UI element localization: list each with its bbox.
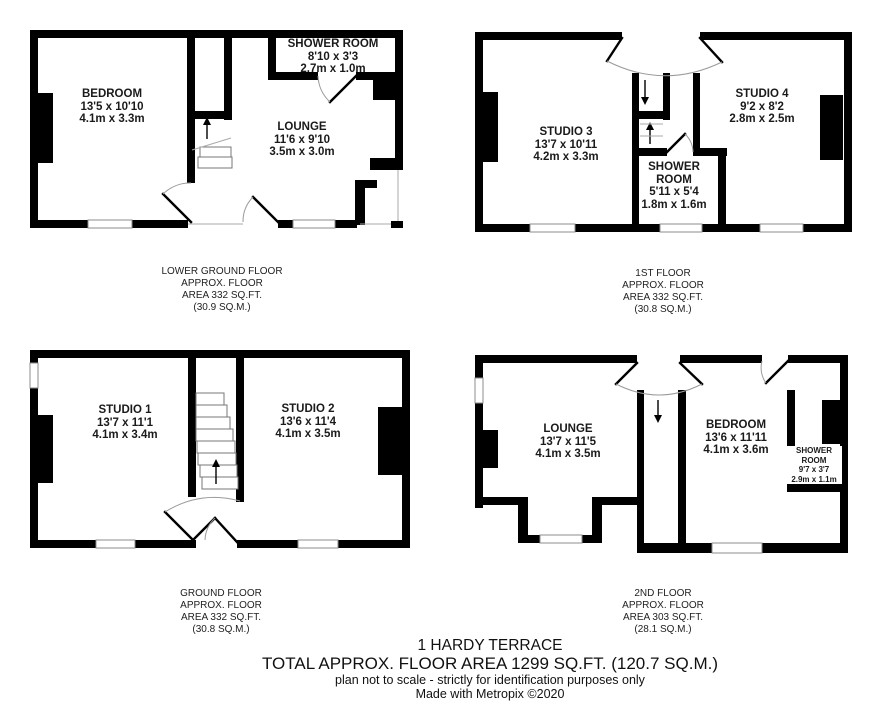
room-name: STUDIO 1 — [98, 404, 152, 416]
caption-line: (30.9 SQ.M.) — [193, 302, 251, 313]
room-dims-metric: 4.1m x 3.6m — [703, 444, 769, 456]
room-dims-metric: 2.8m x 2.5m — [729, 113, 795, 125]
room-dims-imperial: 13'6 x 11'4 — [280, 415, 336, 428]
room-dims-metric: 1.8m x 1.6m — [641, 198, 707, 211]
caption-line: (30.8 SQ.M.) — [634, 304, 692, 315]
caption-line: GROUND FLOOR — [180, 588, 262, 599]
room-dims-imperial: 13'7 x 10'11 — [534, 138, 598, 151]
stairs-down-arrow — [654, 415, 662, 423]
entry-doors — [616, 363, 702, 395]
room-label-shower-lower-ground — [288, 38, 379, 76]
caption-ground — [180, 588, 262, 636]
caption-line: APPROX. FLOOR — [622, 280, 704, 291]
room-dims-metric: 4.1m x 3.5m — [275, 428, 341, 440]
caption-line: (28.1 SQ.M.) — [634, 624, 692, 635]
stairs-down-arrow — [641, 97, 649, 105]
caption-line: APPROX. FLOOR — [181, 278, 263, 289]
caption-second — [622, 588, 704, 636]
room-dims-metric: 2.9m x 1.1m — [791, 474, 837, 484]
caption-lower-ground — [161, 266, 282, 314]
windows — [530, 224, 803, 232]
floor-plan-ground — [30, 350, 410, 548]
total-floor-area: TOTAL APPROX. FLOOR AREA 1299 SQ.FT. (120.7 SQ.M.) — [261, 654, 718, 673]
credit-text: Made with Metropix ©2020 — [415, 687, 565, 701]
entry-doors — [165, 497, 240, 542]
room-dims-imperial: 13'7 x 11'1 — [97, 416, 153, 429]
chimney-breast — [38, 415, 53, 483]
caption-first — [622, 268, 704, 316]
room-label-shower-first — [641, 161, 707, 211]
caption-line: APPROX. FLOOR — [622, 600, 704, 611]
stairs-up-arrow — [646, 122, 654, 130]
room-label-bedroom-second — [703, 419, 768, 457]
room-name: SHOWER ROOM — [796, 446, 832, 465]
room-name: BEDROOM — [705, 419, 767, 431]
staircase — [196, 393, 238, 489]
caption-line: AREA 303 SQ.FT. — [622, 612, 704, 623]
room-label-studio4-first — [729, 88, 794, 126]
room-dims-imperial: 9'2 x 8'2 — [740, 100, 784, 113]
room-name: STUDIO 2 — [281, 403, 335, 415]
room-name: STUDIO 4 — [735, 88, 789, 100]
room-dims-imperial: 13'7 x 11'5 — [540, 435, 596, 448]
room-name: LOUNGE — [277, 121, 327, 133]
room-label-lounge-lower-ground — [269, 121, 334, 159]
room-dims-metric: 2.7m x 1.0m — [300, 63, 366, 75]
chimney-breast — [483, 92, 498, 162]
stairs-direction — [654, 400, 662, 423]
chimney-breast — [820, 95, 843, 160]
room-dims-metric: 4.2m x 3.3m — [533, 151, 599, 163]
chimney-breast — [38, 93, 53, 163]
room-label-shower-second — [786, 446, 842, 484]
room-dims-imperial: 5'11 x 5'4 — [649, 186, 699, 198]
room-name: LOUNGE — [543, 423, 593, 435]
caption-line: 2ND FLOOR — [634, 588, 692, 599]
room-name: BEDROOM — [81, 88, 143, 100]
room-dims-imperial: 9'7 x 3'7 — [798, 465, 830, 474]
caption-line: AREA 332 SQ.FT. — [181, 290, 263, 301]
room-dims-imperial: 8'10 x 3'3 — [307, 50, 359, 63]
room-label-studio2-ground — [275, 403, 340, 441]
property-address: 1 HARDY TERRACE — [417, 637, 563, 654]
disclaimer-text: plan not to scale - strictly for identification purposes only — [335, 673, 645, 687]
caption-line: APPROX. FLOOR — [180, 600, 262, 611]
caption-line: 1ST FLOOR — [635, 268, 691, 279]
room-dims-metric: 4.1m x 3.5m — [535, 448, 601, 460]
room-dims-metric: 4.1m x 3.3m — [79, 113, 145, 125]
room-dims-imperial: 13'5 x 10'10 — [80, 100, 144, 113]
entry-doors — [607, 38, 722, 76]
caption-line: AREA 332 SQ.FT. — [622, 292, 704, 303]
room-name: SHOWER ROOM — [648, 161, 700, 186]
caption-line: (30.8 SQ.M.) — [192, 624, 250, 635]
room-name: SHOWER ROOM — [287, 38, 379, 50]
caption-line: LOWER GROUND FLOOR — [161, 266, 283, 277]
room-dims-imperial: 11'6 x 9'10 — [274, 133, 330, 146]
room-dims-metric: 4.1m x 3.4m — [92, 429, 158, 441]
room-dims-imperial: 13'6 x 11'11 — [705, 431, 767, 444]
chimney-breast — [483, 430, 498, 468]
staircase — [192, 117, 232, 168]
bedroom-door — [761, 361, 788, 383]
room-label-studio1-ground — [92, 404, 157, 442]
shower-door — [667, 134, 693, 152]
caption-line: AREA 332 SQ.FT. — [180, 612, 262, 623]
room-label-bedroom-lower-ground — [79, 88, 144, 126]
windows — [30, 363, 341, 548]
chimney-breast — [378, 407, 402, 475]
room-label-studio3-first — [533, 126, 598, 164]
chimney-breast — [822, 400, 840, 444]
footer — [94, 637, 886, 701]
room-dims-metric: 3.5m x 3.0m — [269, 146, 335, 158]
room-label-lounge-second — [535, 423, 600, 461]
room-name: STUDIO 3 — [539, 126, 593, 138]
